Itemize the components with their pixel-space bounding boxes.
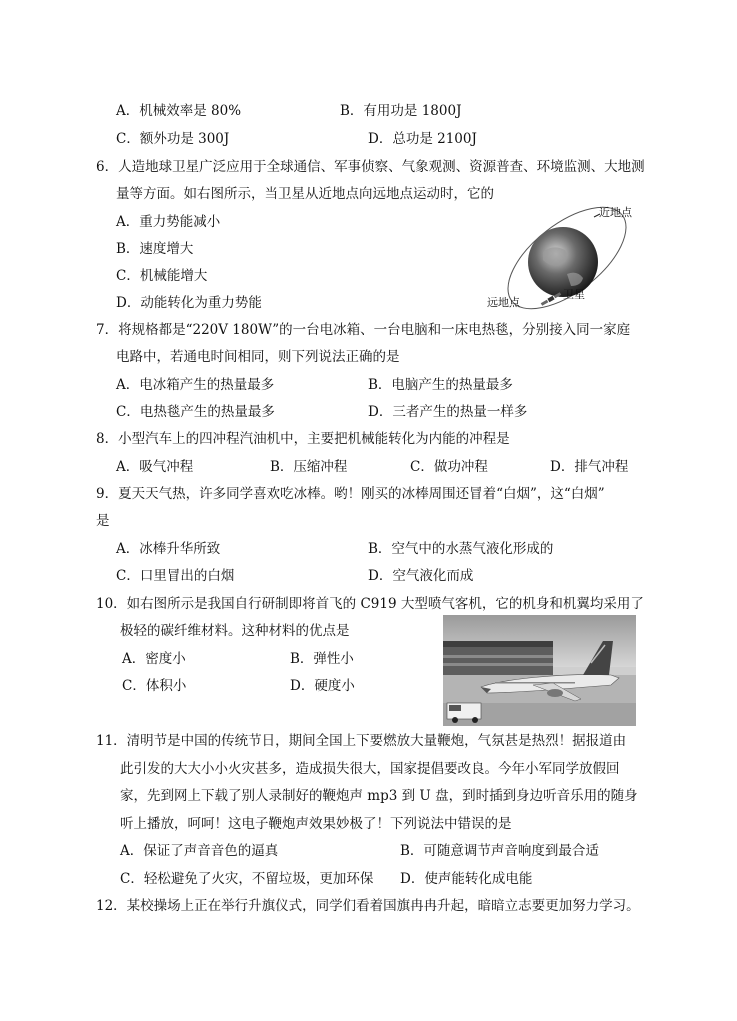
q11-option-c: C．轻松避免了火灾，不留垃圾，更加环保 bbox=[120, 871, 374, 887]
q10-option-a: A．密度小 bbox=[122, 651, 186, 667]
q9-option-c: C．口里冒出的白烟 bbox=[116, 568, 235, 584]
q6-option-d: D．动能转化为重力势能 bbox=[116, 295, 262, 311]
q10-option-c: C．体积小 bbox=[122, 678, 187, 694]
q8-option-a: A．吸气冲程 bbox=[116, 459, 194, 475]
q5-option-c: C．额外功是 300J bbox=[116, 131, 230, 147]
q8-option-b: B．压缩冲程 bbox=[270, 459, 348, 475]
q7-option-b: B．电脑产生的热量最多 bbox=[368, 377, 513, 393]
q6-option-c: C．机械能增大 bbox=[116, 268, 208, 284]
q8-option-c: C．做功冲程 bbox=[410, 459, 488, 475]
q7-option-c: C．电热毯产生的热量最多 bbox=[116, 404, 275, 420]
label-satellite: 卫星 bbox=[563, 288, 585, 301]
label-perigee: 近地点 bbox=[599, 206, 632, 219]
q9-option-a: A．冰棒升华所致 bbox=[116, 541, 221, 557]
c919-airplane-photo bbox=[443, 615, 636, 726]
q12-stem-line1: 12．某校操场上正在举行升旗仪式，同学们看着国旗冉冉升起，暗暗立志要更加努力学习。 bbox=[96, 898, 640, 914]
q7-option-a: A．电冰箱产生的热量最多 bbox=[116, 377, 275, 393]
q6-option-b: B．速度增大 bbox=[116, 241, 194, 257]
q10-option-b: B．弹性小 bbox=[290, 651, 354, 667]
label-apogee: 远地点 bbox=[487, 296, 520, 309]
q9-stem-line1: 9．夏天天气热，许多同学喜欢吃冰棒。哟！刚买的冰棒周围还冒着“白烟”，这“白烟” bbox=[96, 486, 605, 502]
satellite-orbit-figure bbox=[485, 204, 640, 312]
q9-option-b: B．空气中的水蒸气液化形成的 bbox=[368, 541, 554, 557]
q6-stem-line1: 6．人造地球卫星广泛应用于全球通信、军事侦察、气象观测、资源普查、环境监测、大地测 bbox=[96, 159, 645, 175]
q9-stem-line2: 是 bbox=[96, 513, 110, 529]
q10-option-d: D．硬度小 bbox=[290, 678, 355, 694]
q10-stem-line2: 极轻的碳纤维材料。这种材料的优点是 bbox=[120, 623, 350, 639]
q5-option-a: A．机械效率是 80% bbox=[116, 103, 242, 119]
q5-option-b: B．有用功是 1800J bbox=[340, 103, 462, 119]
q5-option-d: D．总功是 2100J bbox=[368, 131, 477, 147]
q8-option-d: D．排气冲程 bbox=[550, 459, 629, 475]
q6-option-a: A．重力势能减小 bbox=[116, 214, 221, 230]
q7-stem-line1: 7．将规格都是“220V 180W”的一台电冰箱、一台电脑和一床电热毯，分别接入同一家庭 bbox=[96, 322, 631, 338]
q9-option-d: D．空气液化而成 bbox=[368, 568, 474, 584]
q7-option-d: D．三者产生的热量一样多 bbox=[368, 404, 528, 420]
q11-option-b: B．可随意调节声音响度到最合适 bbox=[400, 843, 599, 859]
q11-option-d: D．使声能转化成电能 bbox=[400, 871, 533, 887]
q6-stem-line2: 量等方面。如右图所示，当卫星从近地点向远地点运动时，它的 bbox=[116, 186, 494, 202]
q11-option-a: A．保证了声音音色的逼真 bbox=[120, 843, 279, 859]
c919-airplane-svg bbox=[443, 615, 636, 726]
q11-stem-line3: 家，先到网上下载了别人录制好的鞭炮声 mp3 到 U 盘，到时插到身边听音乐用的随身 bbox=[120, 788, 638, 804]
q11-stem-line2: 此引发的大大小小火灾甚多，造成损失很大，国家提倡要改良。今年小军同学放假回 bbox=[120, 761, 620, 777]
q10-stem-line1: 10．如右图所示是我国自行研制即将首飞的 C919 大型喷气客机，它的机身和机翼均采用了 bbox=[96, 596, 644, 612]
q11-stem-line1: 11．清明节是中国的传统节日，期间全国上下要燃放大量鞭炮，气氛甚是热烈！据报道由 bbox=[96, 733, 627, 749]
q8-stem: 8．小型汽车上的四冲程汽油机中，主要把机械能转化为内能的冲程是 bbox=[96, 431, 510, 447]
q11-stem-line4: 听上播放，呵呵！这电子鞭炮声效果妙极了！下列说法中错误的是 bbox=[120, 816, 512, 832]
q7-stem-line2: 电路中，若通电时间相同，则下列说法正确的是 bbox=[116, 349, 400, 365]
